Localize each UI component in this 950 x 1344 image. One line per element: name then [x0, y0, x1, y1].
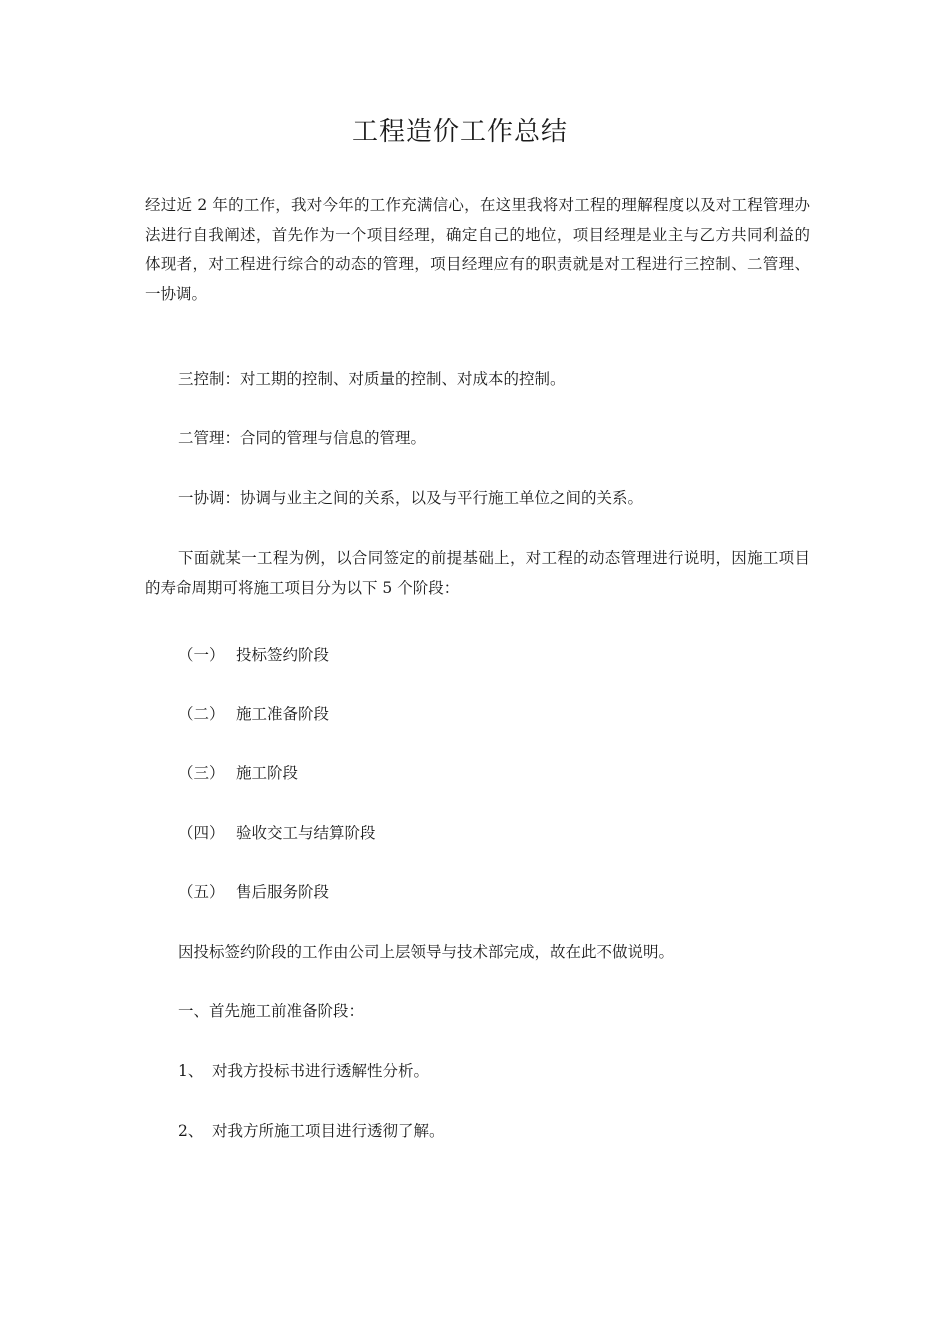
stage-text: 施工准备阶段: [236, 705, 330, 723]
stage-list-item: [178, 819, 376, 848]
stage-list-item: [178, 641, 329, 670]
stage-text: 售后服务阶段: [236, 883, 330, 901]
step-text: 对我方投标书进行透解性分析。: [212, 1062, 430, 1080]
step-marker: 2、: [178, 1122, 204, 1140]
stage-marker: （五）: [178, 883, 225, 901]
step-text: 对我方所施工项目进行透彻了解。: [212, 1122, 445, 1140]
stage-list-item: [178, 700, 329, 729]
step-list-item: [178, 1117, 445, 1146]
stage-list-item: [178, 759, 298, 788]
one-coordination-paragraph: 一协调：协调与业主之间的关系，以及与平行施工单位之间的关系。: [178, 489, 644, 507]
stage-text: 验收交工与结算阶段: [236, 824, 376, 842]
example-intro-paragraph: 下面就某一工程为例，以合同签定的前提基础上，对工程的动态管理进行说明，因施工项目的寿命周期可将施工项目分为以下 5 个阶段：: [145, 549, 810, 597]
stage-marker: （一）: [178, 646, 225, 664]
stage-text: 投标签约阶段: [236, 646, 330, 664]
step-marker: 1、: [178, 1062, 204, 1080]
three-controls-paragraph: 三控制：对工期的控制、对质量的控制、对成本的控制。: [178, 370, 566, 388]
document-title: 工程造价工作总结: [351, 117, 568, 147]
stage-marker: （四）: [178, 824, 225, 842]
stage-text: 施工阶段: [236, 764, 299, 782]
stage-marker: （三）: [178, 764, 225, 782]
stage-marker: （二）: [178, 705, 225, 723]
step-list-item: [178, 1057, 429, 1086]
bidding-note-paragraph: 因投标签约阶段的工作由公司上层领导与技术部完成，故在此不做说明。: [178, 943, 675, 961]
section-one-heading: 一、首先施工前准备阶段：: [178, 1002, 365, 1020]
intro-paragraph: 经过近 2 年的工作，我对今年的工作充满信心，在这里我将对工程的理解程度以及对工程管理办法进行自我阐述，首先作为一个项目经理，确定自己的地位，项目经理是业主与乙方共同利益的体现者，对工程进行综合的动态的管理，项目经理应有的职责就是对工程进行三控制、二管理、一协调。: [145, 196, 810, 303]
two-managements-paragraph: 二管理：合同的管理与信息的管理。: [178, 429, 427, 447]
stage-list-item: [178, 878, 329, 907]
